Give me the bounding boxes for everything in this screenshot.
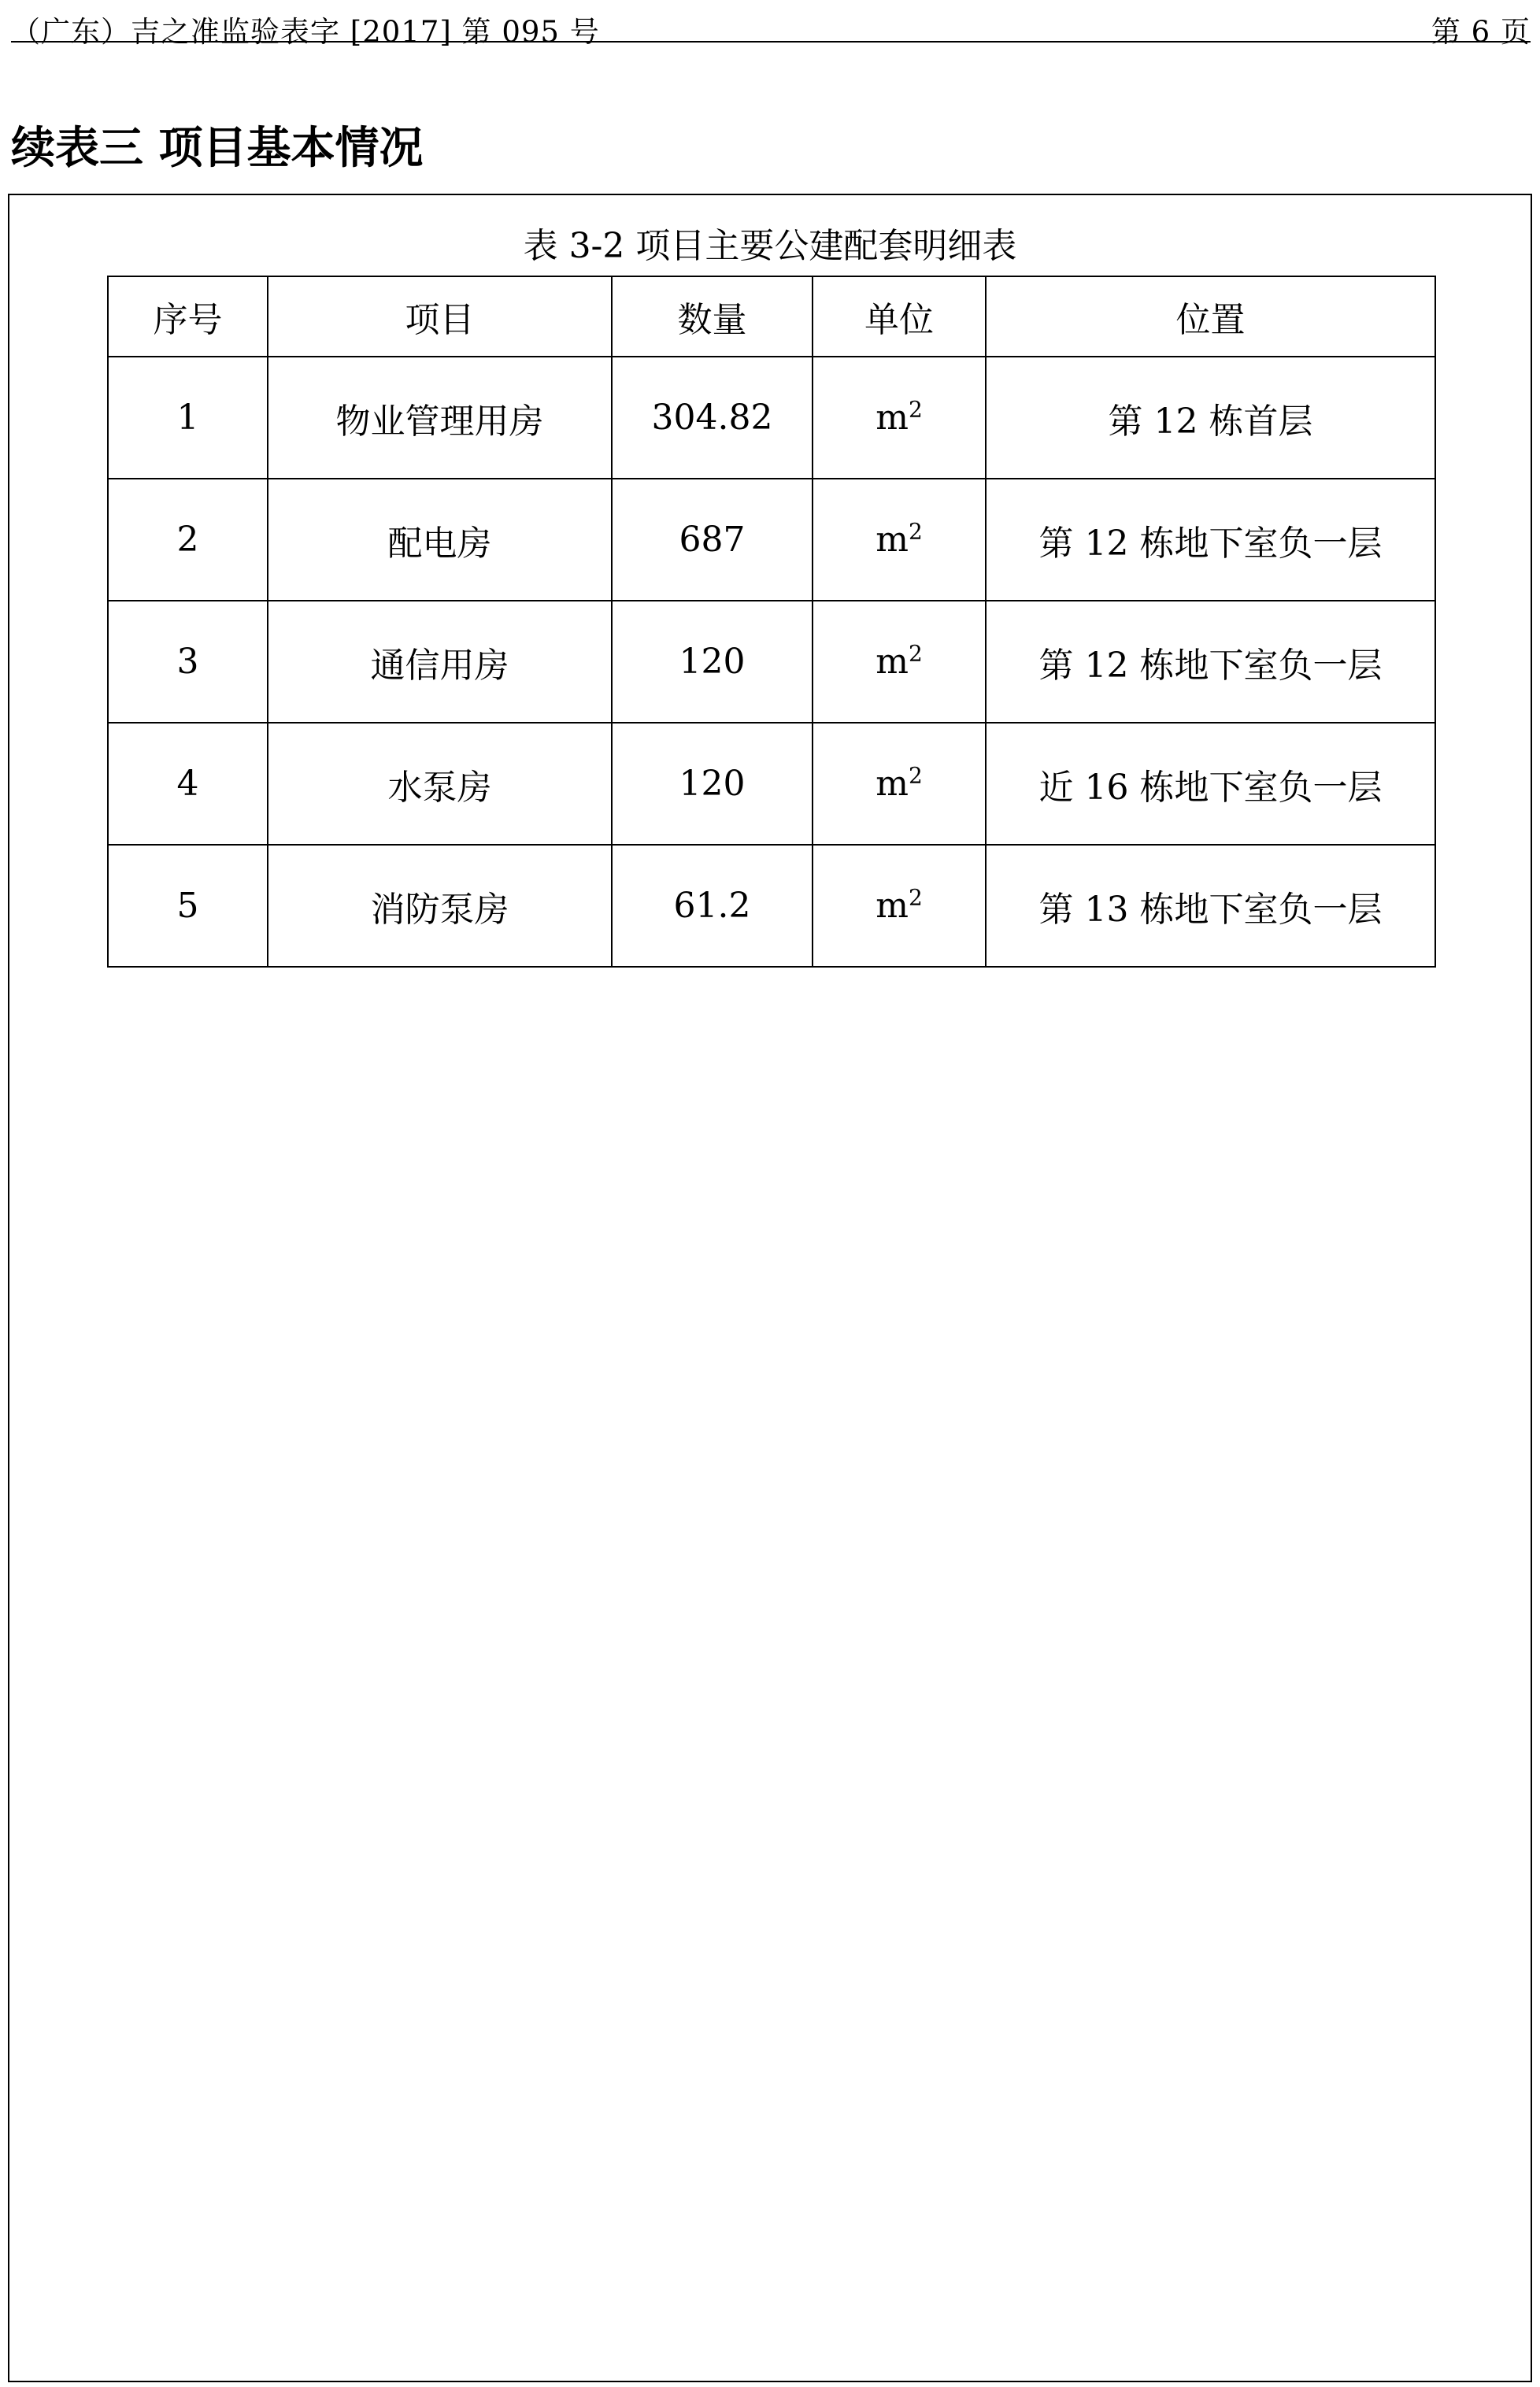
column-header-location: 位置 <box>986 276 1435 357</box>
cell-location: 近 16 栋地下室负一层 <box>986 723 1435 845</box>
cell-item: 水泵房 <box>268 723 612 845</box>
unit-base: m <box>876 520 909 560</box>
table-caption: 表 3-2 项目主要公建配套明细表 <box>523 226 1017 266</box>
cell-item: 通信用房 <box>268 601 612 723</box>
cell-quantity: 304.82 <box>612 357 813 479</box>
cell-no: 5 <box>108 845 268 967</box>
cell-no: 1 <box>108 357 268 479</box>
cell-quantity: 120 <box>612 601 813 723</box>
unit-exponent: 2 <box>908 640 923 667</box>
cell-unit <box>813 845 986 967</box>
unit-exponent: 2 <box>908 884 923 911</box>
cell-location: 第 13 栋地下室负一层 <box>986 845 1435 967</box>
unit-exponent: 2 <box>908 762 923 789</box>
cell-location: 第 12 栋地下室负一层 <box>986 479 1435 601</box>
unit-base: m <box>876 886 909 926</box>
cell-item: 消防泵房 <box>268 845 612 967</box>
unit-base: m <box>876 764 909 804</box>
unit-exponent: 2 <box>908 518 923 545</box>
column-header-no: 序号 <box>108 276 268 357</box>
cell-quantity: 687 <box>612 479 813 601</box>
cell-no: 4 <box>108 723 268 845</box>
table-row <box>108 845 1435 967</box>
table-row <box>108 601 1435 723</box>
column-header-item: 项目 <box>268 276 612 357</box>
table-row <box>108 723 1435 845</box>
table-header-row <box>108 276 1435 357</box>
unit-base: m <box>876 398 909 438</box>
page-number: 第 6 页 <box>1431 15 1531 49</box>
section-title: 续表三 项目基本情况 <box>11 123 424 174</box>
cell-item: 配电房 <box>268 479 612 601</box>
cell-unit <box>813 723 986 845</box>
cell-unit <box>813 479 986 601</box>
page-header <box>11 5 1531 49</box>
table-row <box>108 479 1435 601</box>
cell-no: 2 <box>108 479 268 601</box>
cell-location: 第 12 栋地下室负一层 <box>986 601 1435 723</box>
cell-unit <box>813 601 986 723</box>
column-header-unit: 单位 <box>813 276 986 357</box>
facilities-table <box>107 276 1436 968</box>
cell-quantity: 61.2 <box>612 845 813 967</box>
cell-location: 第 12 栋首层 <box>986 357 1435 479</box>
cell-quantity: 120 <box>612 723 813 845</box>
table-row <box>108 357 1435 479</box>
unit-exponent: 2 <box>908 396 923 423</box>
unit-base: m <box>876 642 909 682</box>
document-reference: （广东）吉之准监验表字 [2017] 第 095 号 <box>11 15 600 49</box>
cell-item: 物业管理用房 <box>268 357 612 479</box>
cell-unit <box>813 357 986 479</box>
column-header-quantity: 数量 <box>612 276 813 357</box>
cell-no: 3 <box>108 601 268 723</box>
